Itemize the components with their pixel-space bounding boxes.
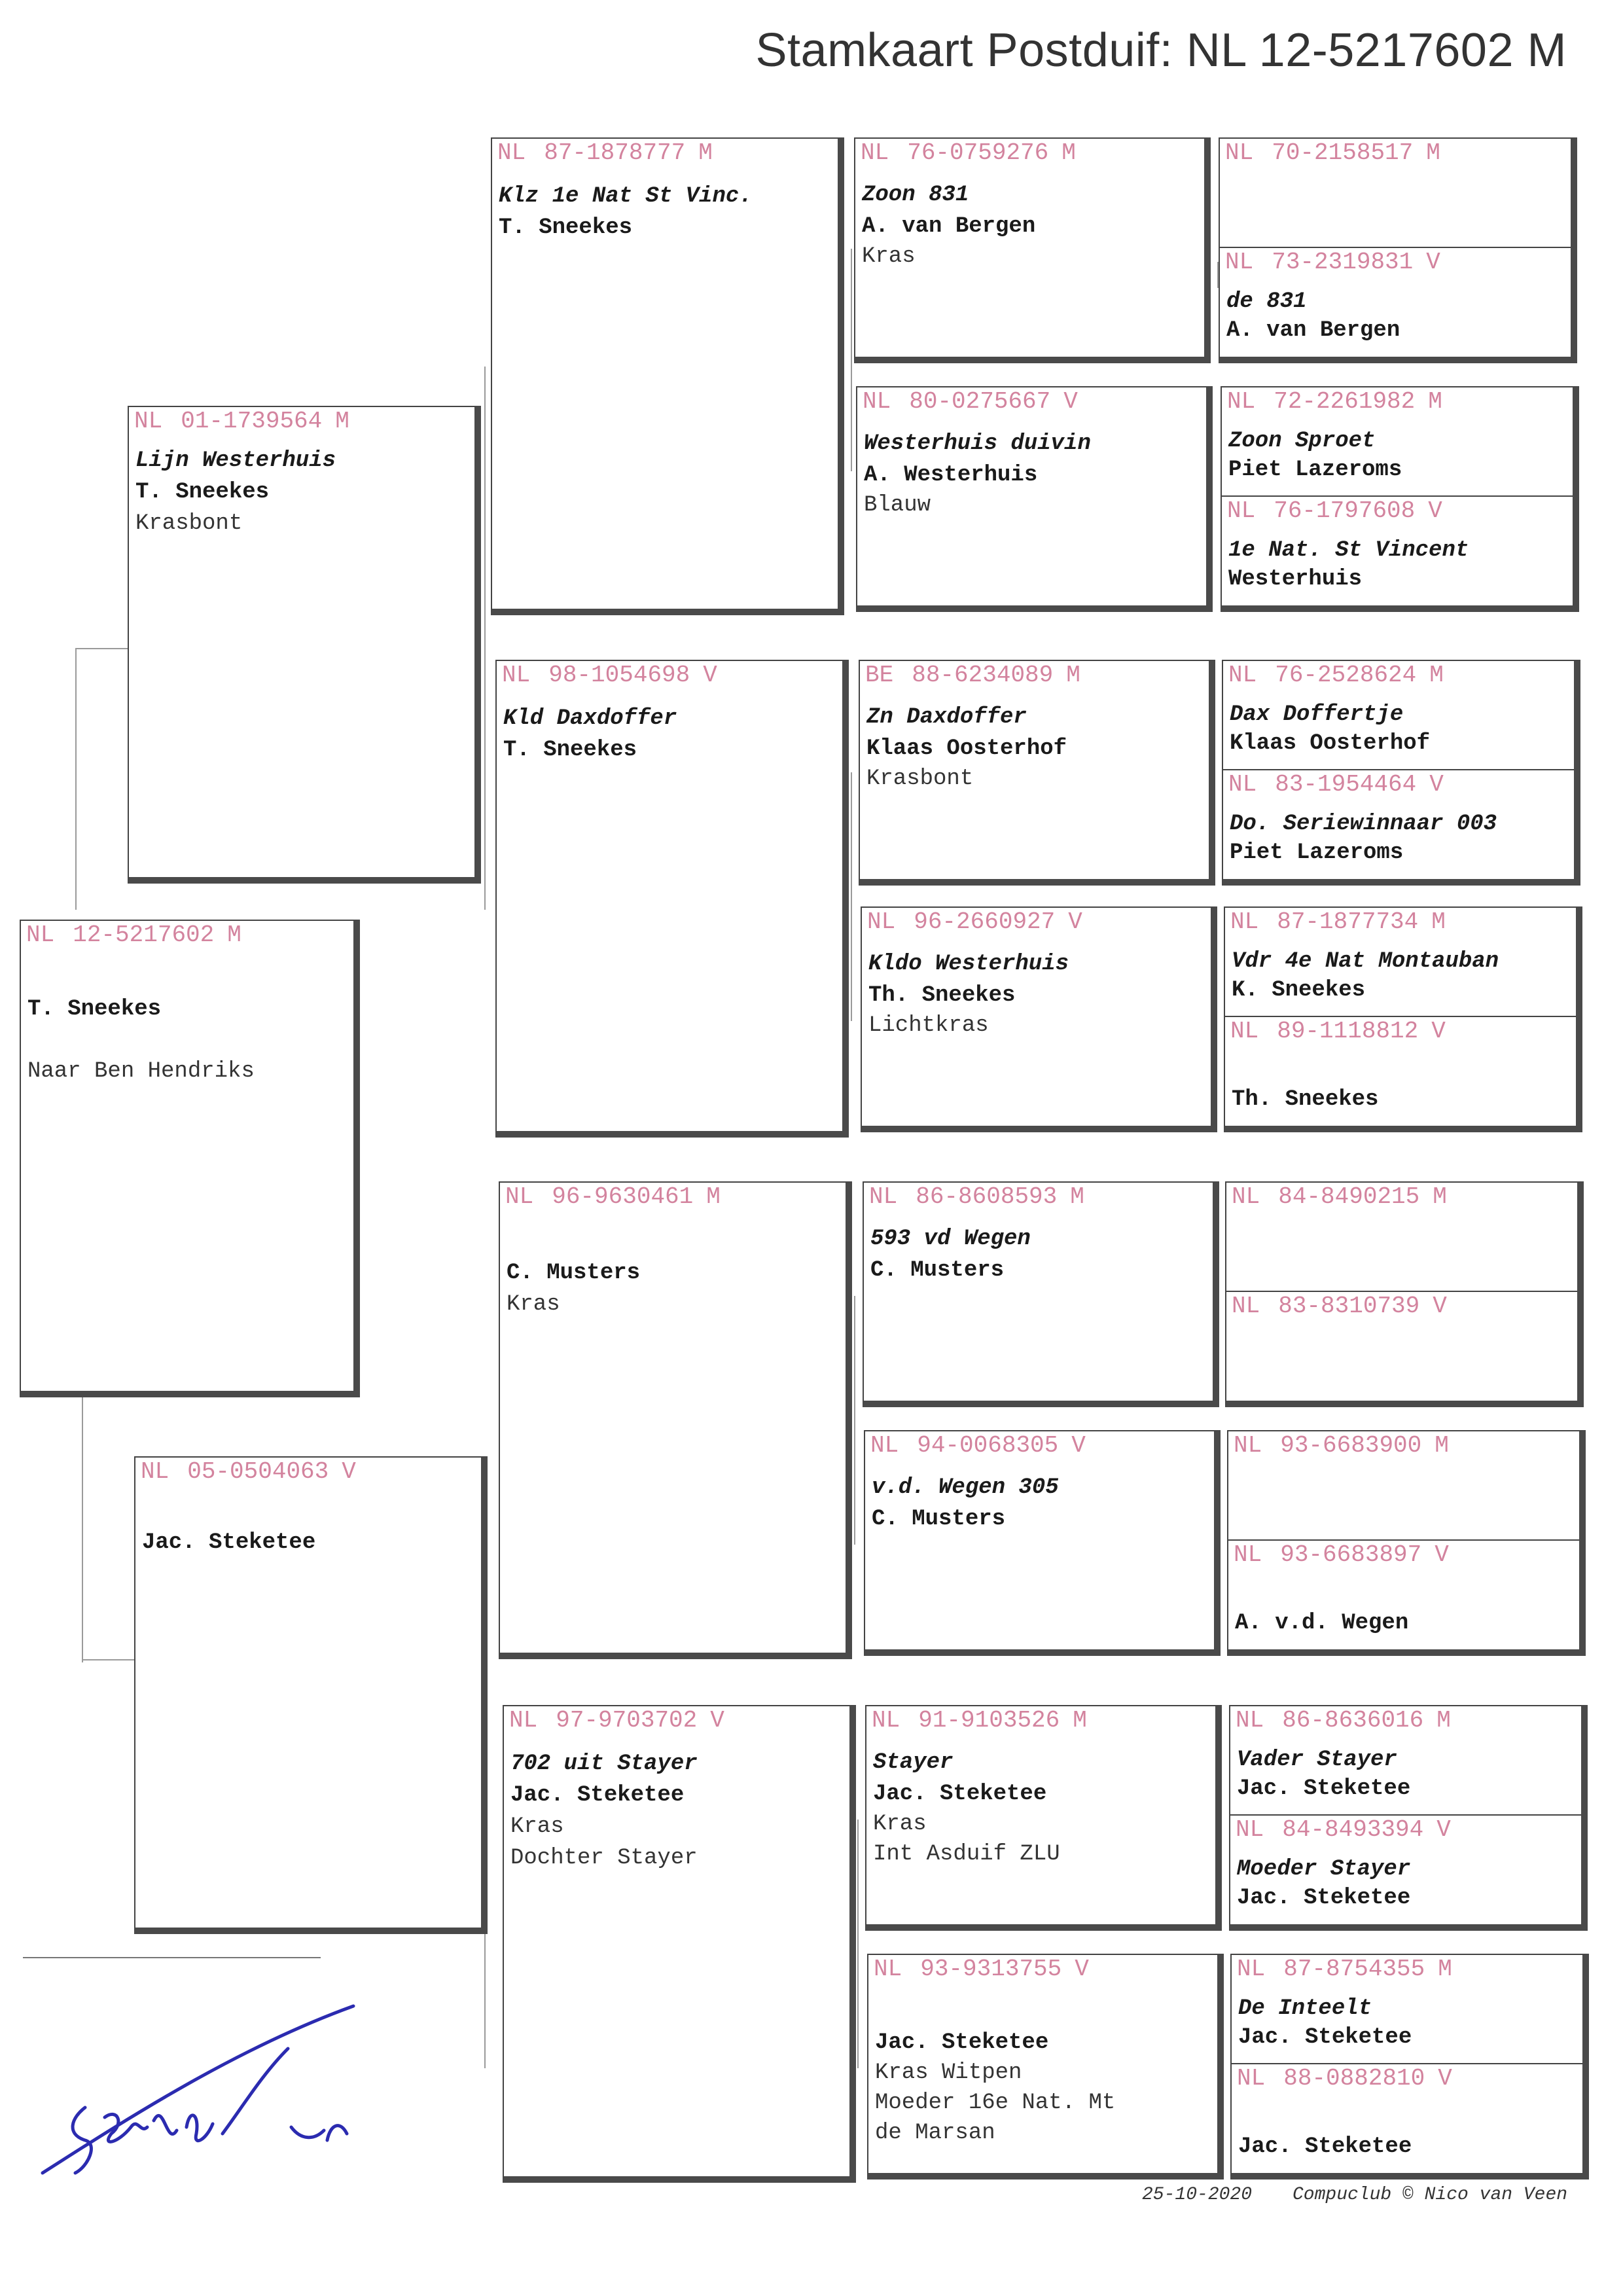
software-credit: Compuclub © Nico van Veen	[1293, 2185, 1568, 2205]
male-entry[interactable]	[1220, 139, 1571, 247]
ring-number: NL 94-0068305 V	[870, 1432, 1086, 1459]
pigeon-name: Zn Daxdoffer	[866, 705, 1027, 730]
page-title: Stamkaart Postduif: NL 12-5217602 M	[755, 24, 1567, 77]
handwritten-signature	[26, 1977, 393, 2251]
breeder: A. v.d. Wegen	[1235, 1611, 1409, 1636]
great-grandparent-card[interactable]	[861, 906, 1217, 1132]
breeder: Jac. Steketee	[1238, 2134, 1412, 2159]
connector-line	[75, 648, 77, 910]
breeder: Th. Sneekes	[1232, 1087, 1379, 1112]
breeder: Westerhuis	[1228, 567, 1363, 592]
color: Krasbont	[135, 511, 243, 536]
breeder: Jac. Steketee	[510, 1783, 685, 1808]
pigeon-name: Do. Seriewinnaar 003	[1230, 812, 1497, 836]
print-date: 25-10-2020	[1142, 2185, 1253, 2205]
male-entry[interactable]	[1226, 1183, 1577, 1291]
ring-number: NL 93-6683897 V	[1234, 1541, 1449, 1568]
pigeon-name: Kld Daxdoffer	[503, 706, 677, 731]
ring-number: NL 84-8490215 M	[1232, 1183, 1447, 1210]
grandparent-card[interactable]	[503, 1705, 856, 2183]
breeder: T. Sneekes	[499, 215, 633, 240]
male-entry[interactable]	[1225, 908, 1576, 1016]
breeder: Jac. Steketee	[1238, 2025, 1412, 2050]
breeder: Piet Lazeroms	[1230, 840, 1404, 865]
color: Blauw	[864, 493, 931, 518]
breeder: Klaas Oosterhof	[1230, 731, 1431, 756]
breeder: Piet Lazeroms	[1228, 457, 1402, 482]
color: Kras	[873, 1812, 927, 1837]
ring-number: NL 93-9313755 V	[874, 1956, 1089, 1982]
ring-number: NL 05-0504063 V	[141, 1458, 356, 1485]
ring-number: NL 86-8608593 M	[869, 1183, 1084, 1210]
subject-card[interactable]	[20, 920, 360, 1397]
ring-number: NL 87-8754355 M	[1237, 1956, 1452, 1982]
breeder: T. Sneekes	[503, 738, 637, 762]
breeder: C. Musters	[870, 1258, 1005, 1283]
ring-number: NL 98-1054698 V	[502, 662, 717, 689]
breeder: A. Westerhuis	[864, 463, 1038, 488]
connector-line	[82, 1388, 83, 1662]
pigeon-name: Klz 1e Nat St Vinc.	[499, 184, 753, 209]
connector-line	[75, 648, 131, 649]
ring-number: NL 76-2528624 M	[1228, 662, 1444, 689]
breeder: C. Musters	[872, 1507, 1006, 1532]
great-grandparent-card[interactable]	[867, 1954, 1224, 2179]
great-great-grandparent-pair[interactable]	[1227, 1430, 1586, 1656]
great-grandparent-card[interactable]	[854, 137, 1211, 363]
great-great-grandparent-pair[interactable]	[1221, 386, 1579, 612]
pigeon-name: 593 vd Wegen	[870, 1227, 1031, 1251]
note: Dochter Stayer	[510, 1846, 698, 1871]
great-grandparent-card[interactable]	[859, 660, 1215, 886]
note: Int Asduif ZLU	[873, 1842, 1060, 1867]
male-entry[interactable]	[1222, 387, 1573, 495]
great-great-grandparent-pair[interactable]	[1219, 137, 1577, 363]
color: Kras	[510, 1814, 564, 1839]
great-great-grandparent-pair[interactable]	[1222, 660, 1580, 886]
color: Krasbont	[866, 766, 974, 791]
male-entry[interactable]	[1230, 1706, 1581, 1814]
connector-line	[82, 1659, 137, 1660]
ring-number: NL 84-8493394 V	[1236, 1816, 1451, 1843]
great-grandparent-card[interactable]	[856, 386, 1213, 612]
breeder: Jac. Steketee	[1237, 1776, 1411, 1801]
ring-number: NL 76-1797608 V	[1227, 497, 1442, 524]
ring-number: NL 80-0275667 V	[863, 388, 1078, 415]
connector-line	[854, 1296, 855, 1545]
breeder: Jac. Steketee	[873, 1782, 1047, 1806]
ring-number: NL 97-9703702 V	[509, 1707, 724, 1734]
signature-line	[23, 1957, 321, 1958]
great-grandparent-card[interactable]	[863, 1181, 1219, 1407]
pigeon-name: de 831	[1226, 289, 1307, 314]
color: Kras	[507, 1292, 560, 1317]
pigeon-name: Lijn Westerhuis	[135, 448, 336, 473]
breeder: T. Sneekes	[135, 480, 270, 505]
great-great-grandparent-pair[interactable]	[1230, 1954, 1589, 2179]
pigeon-name: Vader Stayer	[1237, 1748, 1397, 1772]
ring-number: BE 88-6234089 M	[865, 662, 1080, 689]
breeder: Jac. Steketee	[875, 2030, 1049, 2055]
ring-number: NL 87-1877734 M	[1230, 908, 1446, 935]
color: Kras Witpen	[875, 2060, 1022, 2085]
color: Lichtkras	[868, 1013, 989, 1038]
pigeon-name: Westerhuis duivin	[864, 431, 1091, 456]
ring-number: NL 89-1118812 V	[1230, 1018, 1446, 1045]
female-entry[interactable]	[1226, 1291, 1577, 1402]
pigeon-name: Stayer	[873, 1750, 954, 1775]
ring-number: NL 86-8636016 M	[1236, 1707, 1451, 1734]
mother-card[interactable]	[134, 1456, 488, 1934]
father-card[interactable]	[128, 406, 481, 884]
ring-number: NL 88-0882810 V	[1237, 2065, 1452, 2092]
ring-number: NL 87-1878777 M	[497, 139, 713, 166]
female-entry[interactable]	[1230, 1814, 1581, 1926]
ring-number: NL 83-8310739 V	[1232, 1293, 1447, 1319]
breeder: C. Musters	[507, 1261, 641, 1285]
connector-line	[484, 367, 486, 910]
grandparent-card[interactable]	[495, 660, 849, 1138]
breeder: Th. Sneekes	[868, 983, 1016, 1008]
ring-number: NL 01-1739564 M	[134, 408, 349, 435]
connector-line	[851, 249, 852, 471]
female-entry[interactable]	[1232, 2063, 1582, 2174]
ring-number: NL 93-6683900 M	[1234, 1432, 1449, 1459]
female-entry[interactable]	[1228, 1539, 1579, 1651]
grandparent-card[interactable]	[499, 1181, 852, 1659]
great-great-grandparent-pair[interactable]	[1225, 1181, 1584, 1407]
ring-number: NL 72-2261982 M	[1227, 388, 1442, 415]
ring-number: NL 96-9630461 M	[505, 1183, 721, 1210]
pigeon-name: Moeder Stayer	[1237, 1857, 1411, 1882]
ring-number: NL 83-1954464 V	[1228, 771, 1444, 798]
male-entry[interactable]	[1223, 661, 1574, 769]
color: Kras	[862, 244, 916, 269]
ring-number: NL 76-0759276 M	[861, 139, 1076, 166]
breeder: A. van Bergen	[1226, 318, 1400, 343]
great-great-grandparent-pair[interactable]	[1224, 906, 1582, 1132]
breeder: Klaas Oosterhof	[866, 736, 1067, 761]
pigeon-name: Zoon 831	[862, 183, 969, 207]
great-grandparent-card[interactable]	[865, 1705, 1222, 1931]
note: Moeder 16e Nat. Mt	[875, 2090, 1116, 2115]
female-entry[interactable]	[1222, 495, 1573, 607]
pigeon-name: Kldo Westerhuis	[868, 952, 1069, 977]
ring-number: NL 73-2319831 V	[1225, 249, 1440, 276]
male-entry[interactable]	[1232, 1955, 1582, 2063]
breeder: T. Sneekes	[27, 997, 162, 1022]
great-great-grandparent-pair[interactable]	[1229, 1705, 1588, 1931]
breeder: Jac. Steketee	[1237, 1886, 1411, 1910]
pigeon-name: 1e Nat. St Vincent	[1228, 538, 1469, 563]
ring-number: NL 96-2660927 V	[867, 908, 1082, 935]
pigeon-name: Dax Doffertje	[1230, 702, 1404, 727]
pigeon-name: De Inteelt	[1238, 1996, 1372, 2021]
pigeon-name: Zoon Sproet	[1228, 429, 1376, 454]
breeder: Jac. Steketee	[142, 1530, 316, 1555]
connector-line	[851, 772, 852, 1021]
connector-line	[857, 1820, 859, 2068]
ring-number: NL 70-2158517 M	[1225, 139, 1440, 166]
male-entry[interactable]	[1228, 1431, 1579, 1539]
pigeon-name: Vdr 4e Nat Montauban	[1232, 949, 1499, 974]
note: de Marsan	[875, 2121, 995, 2145]
ring-number: NL 91-9103526 M	[872, 1707, 1087, 1734]
pigeon-name: v.d. Wegen 305	[872, 1475, 1059, 1500]
ring-number: NL 12-5217602 M	[26, 922, 241, 948]
great-grandparent-card[interactable]	[864, 1430, 1221, 1656]
grandparent-card[interactable]	[491, 137, 844, 615]
note: Naar Ben Hendriks	[27, 1059, 255, 1084]
pigeon-name: 702 uit Stayer	[510, 1751, 698, 1776]
breeder: K. Sneekes	[1232, 978, 1366, 1003]
female-entry[interactable]	[1220, 247, 1571, 358]
female-entry[interactable]	[1225, 1016, 1576, 1127]
breeder: A. van Bergen	[862, 214, 1036, 239]
female-entry[interactable]	[1223, 769, 1574, 880]
